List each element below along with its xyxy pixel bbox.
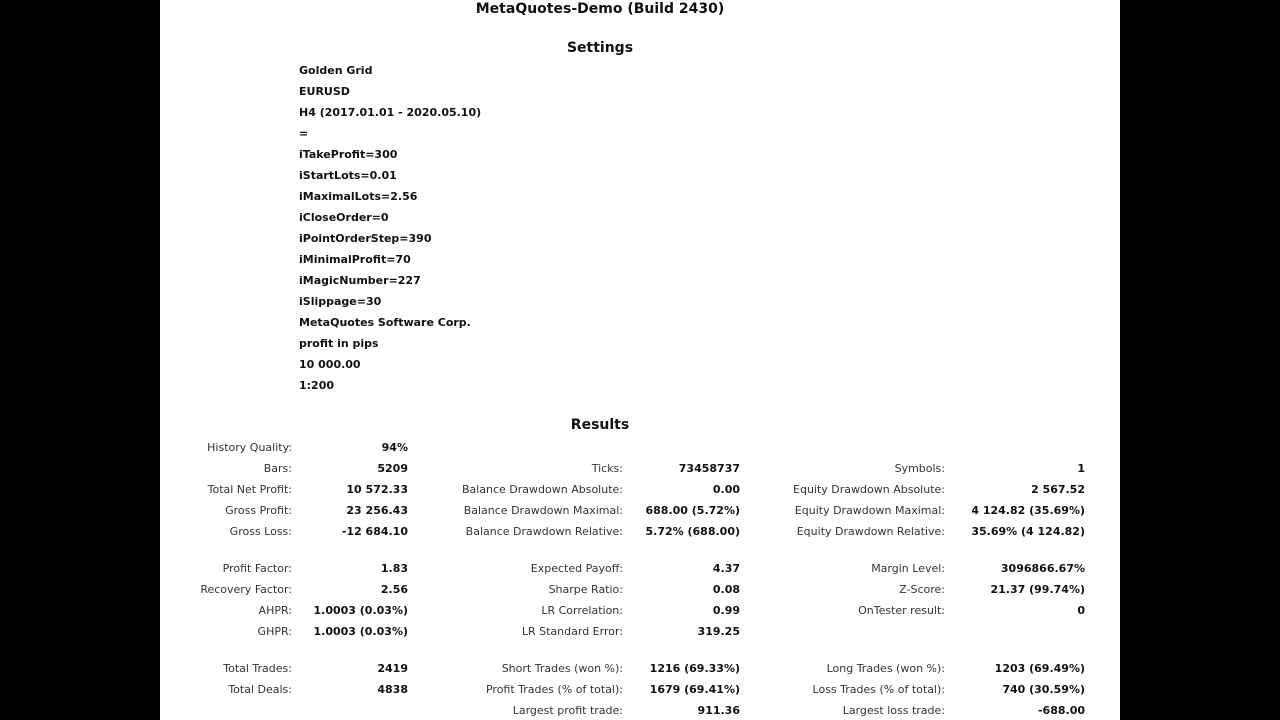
setting-value: = [299, 127, 309, 140]
result-label: AHPR: [258, 604, 292, 617]
result-value: 4 124.82 (35.69%) [971, 504, 1085, 517]
result-value: 740 (30.59%) [1002, 683, 1085, 696]
result-label: Total Deals: [228, 683, 292, 696]
result-value: 1679 (69.41%) [649, 683, 740, 696]
result-value: 4.37 [712, 562, 740, 575]
result-label: Equity Drawdown Absolute: [793, 483, 945, 496]
input-param-value: iMaximalLots=2.56 [299, 190, 418, 203]
result-value: 688.00 (5.72%) [645, 504, 740, 517]
setting-value: 10 000.00 [299, 358, 361, 371]
results-row [160, 700, 1120, 720]
result-label: LR Standard Error: [521, 625, 623, 638]
result-value: 1 [1077, 462, 1085, 475]
result-value: 23 256.43 [346, 504, 408, 517]
results-row [160, 521, 1120, 542]
result-value: 0 [1077, 604, 1085, 617]
result-value: 94% [381, 441, 408, 454]
input-param-value: iSlippage=30 [299, 295, 382, 308]
result-label: Margin Level: [871, 562, 945, 575]
result-value: -12 684.10 [341, 525, 408, 538]
settings-heading: Settings [566, 40, 634, 56]
result-value: 1.0003 (0.03%) [313, 604, 408, 617]
results-heading: Results [570, 417, 630, 433]
input-param-value: iPointOrderStep=390 [299, 232, 432, 245]
results-row [160, 658, 1120, 679]
results-row [160, 679, 1120, 700]
result-label: OnTester result: [858, 604, 945, 617]
result-label: Expected Payoff: [530, 562, 623, 575]
result-value: 73458737 [678, 462, 740, 475]
results-row [160, 579, 1120, 600]
result-label: Balance Drawdown Maximal: [463, 504, 623, 517]
result-value: 21.37 (99.74%) [990, 583, 1085, 596]
result-value: 2 567.52 [1031, 483, 1085, 496]
result-value: 0.00 [712, 483, 740, 496]
result-value: 1203 (69.49%) [994, 662, 1085, 675]
result-label: LR Correlation: [541, 604, 623, 617]
results-row [160, 437, 1120, 458]
results-row [160, 600, 1120, 621]
result-label: Total Trades: [223, 662, 292, 675]
input-param-value: iMagicNumber=227 [299, 274, 421, 287]
result-label: Equity Drawdown Maximal: [794, 504, 945, 517]
results-row [160, 621, 1120, 642]
result-value: 2419 [377, 662, 408, 675]
result-label: Profit Trades (% of total): [485, 683, 623, 696]
input-param-value: iMinimalProfit=70 [299, 253, 411, 266]
result-label: Recovery Factor: [200, 583, 292, 596]
result-value: 5.72% (688.00) [645, 525, 740, 538]
result-label: History Quality: [207, 441, 292, 454]
input-param-value: iCloseOrder=0 [299, 211, 389, 224]
result-label: Bars: [263, 462, 292, 475]
report-page [160, 0, 1120, 720]
result-label: Largest loss trade: [842, 704, 945, 717]
result-label: Total Net Profit: [207, 483, 292, 496]
results-row [160, 458, 1120, 479]
result-label: Ticks: [591, 462, 623, 475]
result-value: 1.83 [380, 562, 408, 575]
results-row [160, 558, 1120, 579]
result-label: Loss Trades (% of total): [812, 683, 945, 696]
results-row [160, 479, 1120, 500]
setting-value: H4 (2017.01.01 - 2020.05.10) [299, 106, 482, 119]
setting-value: EURUSD [299, 85, 350, 98]
result-value: 5209 [377, 462, 408, 475]
result-label: Sharpe Ratio: [548, 583, 623, 596]
result-label: Balance Drawdown Absolute: [461, 483, 623, 496]
setting-value: Golden Grid [299, 64, 373, 77]
setting-value: 1:200 [299, 379, 335, 392]
result-value: 0.99 [712, 604, 740, 617]
result-label: Z-Score: [899, 583, 945, 596]
result-value: 1216 (69.33%) [649, 662, 740, 675]
result-label: Symbols: [894, 462, 945, 475]
result-label: Profit Factor: [222, 562, 292, 575]
result-value: 35.69% (4 124.82) [971, 525, 1085, 538]
input-param-value: iStartLots=0.01 [299, 169, 397, 182]
setting-value: MetaQuotes Software Corp. [299, 316, 471, 329]
result-label: Equity Drawdown Relative: [796, 525, 945, 538]
report-title: MetaQuotes-Demo (Build 2430) [475, 1, 725, 17]
result-label: Balance Drawdown Relative: [465, 525, 623, 538]
result-value: 10 572.33 [346, 483, 408, 496]
result-label: Gross Loss: [229, 525, 292, 538]
result-value: 1.0003 (0.03%) [313, 625, 408, 638]
result-label: Gross Profit: [225, 504, 292, 517]
input-param-value: iTakeProfit=300 [299, 148, 398, 161]
result-value: 2.56 [380, 583, 408, 596]
result-label: Short Trades (won %): [501, 662, 623, 675]
setting-value: profit in pips [299, 337, 379, 350]
result-value: -688.00 [1037, 704, 1085, 717]
result-label: GHPR: [257, 625, 292, 638]
result-label: Largest profit trade: [512, 704, 623, 717]
result-value: 0.08 [712, 583, 740, 596]
result-value: 4838 [377, 683, 408, 696]
result-value: 3096866.67% [1000, 562, 1085, 575]
result-value: 911.36 [697, 704, 740, 717]
results-row [160, 500, 1120, 521]
result-label: Long Trades (won %): [826, 662, 945, 675]
result-value: 319.25 [697, 625, 740, 638]
